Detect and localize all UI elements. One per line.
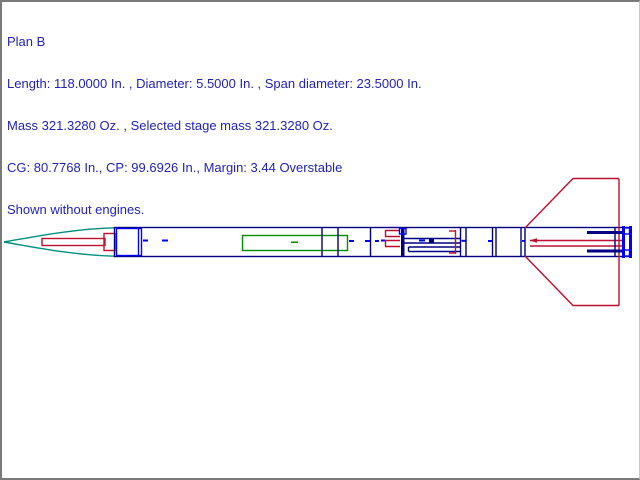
dimension-marks	[143, 240, 525, 243]
summary-stability: CG: 80.7768 In., CP: 99.6926 In., Margin: 3.44 Overstable	[7, 160, 343, 175]
engine-hook-clips	[386, 231, 401, 247]
payload-bay	[243, 236, 348, 251]
fin-set	[525, 179, 619, 306]
motor-retainer	[449, 230, 456, 254]
forward-coupler	[117, 229, 142, 256]
tube-junctions	[322, 228, 371, 256]
nose-cone	[4, 228, 115, 256]
summary-mass: Mass 321.3280 Oz. , Selected stage mass 321.3280 Oz.	[7, 118, 333, 133]
centering-disc	[400, 228, 407, 256]
rocket-design-canvas[interactable]	[2, 2, 640, 480]
body-tube	[115, 228, 632, 257]
summary-note: Shown without engines.	[7, 202, 145, 217]
aft-motor-lines	[529, 238, 622, 246]
summary-dimensions: Length: 118.0000 In. , Diameter: 5.5000 In. , Span diameter: 23.5000 In.	[7, 76, 422, 91]
inner-motor-tube	[404, 238, 460, 252]
centering-rings	[461, 228, 526, 256]
nose-weight	[42, 234, 115, 251]
plan-title: Plan B	[7, 34, 46, 49]
aft-closure	[615, 226, 632, 258]
